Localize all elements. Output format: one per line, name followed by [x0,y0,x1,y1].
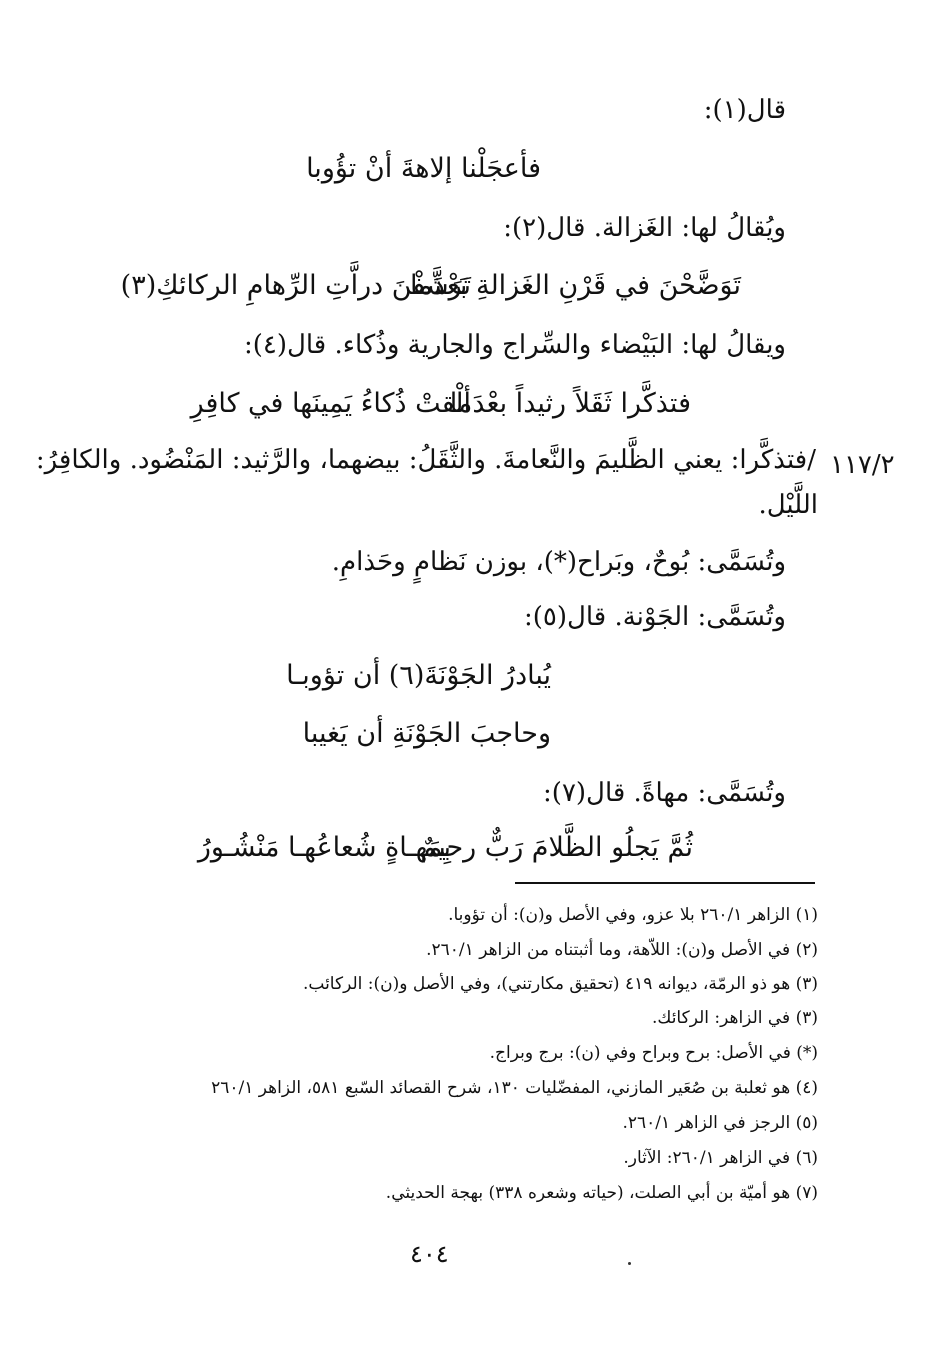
text-line: وتُسَمَّى: بُوحٌ، وبَراح(*)، بوزن نَظامٍ وحَذامِ. [331,547,786,577]
text-line: اللَّيْل. [758,490,818,520]
verse-hemistich-second: بِمَهـاةٍ شُعاعُهـا مَنْشُـورُ [197,832,451,863]
verse-line: وحاجبَ الجَوْنَةِ أن يَغيبا [302,718,551,749]
verse-hemistich-first: فتذكَّرا ثَقَلاً رثيداً بعْدَما [449,388,691,419]
text-line: وتُسَمَّى: الجَوْنة. قال(٥): [523,602,786,632]
verse-hemistich-first: تَوَضَّحْنَ في قَرْنِ الغَزالةِ بَعْدَما [409,270,741,301]
footnote: (٤) هو ثعلبة بن صُعَير المازني، المفضّليات ١٣٠، شرح القصائد السّبع ٥٨١، الزاهر ٢٦٠/١ [211,1078,818,1098]
verse-hemistich-first: ثُمَّ يَجلُو الظَّلامَ رَبٌّ رحيمٌ [420,832,693,863]
margin-reference: ١١٧/٢ [830,450,895,480]
stray-dot [628,1262,631,1265]
verse-line: يُبادرُ الجَوْنَةَ(٦) أن تؤوبـا [286,660,551,691]
footnote: (٦) في الزاهر ٢٦٠/١: الآثار. [623,1148,818,1168]
footnote-separator [515,882,815,884]
page-number: ٤٠٤ [410,1240,449,1268]
footnote: (٢) في الأصل و(ن): اللاّهة، وما أثبتناه من الزاهر ٢٦٠/١. [426,940,818,960]
text-line: /فتذكَّرا: يعني الظَّليمَ والنَّعامةَ. والثَّقَلُ: بيضهما، والرَّثيد: المَنْضُود. والكافِرُ: [35,445,816,475]
footnote: (٣) في الزاهر: الركائك. [651,1008,818,1028]
verse-hemistich-second: تَرَشَّفْنَ دراَّتِ الرِّهامِ الركائكِ(٣) [120,270,471,301]
verse-line: فأعجَلْنا إلاهةَ أنْ تؤُوبا [306,153,541,184]
footnote: (٣) هو ذو الرمّة، ديوانه ٤١٩ (تحقيق مكارتني)، وفي الأصل و(ن): الركائب. [302,974,818,994]
verse-hemistich-second: ألْقتْ ذُكاءُ يَمِينَها في كافِرِ [190,388,471,419]
footnote: (*) في الأصل: برح وبراح وفي (ن): برج وبراج. [489,1043,818,1063]
text-line: ويُقالُ لها: الغَزالة. قال(٢): [503,213,786,243]
footnote: (٧) هو أميّة بن أبي الصلت، (حياته وشعره ٣٣٨) بهجة الحديثي. [385,1183,818,1203]
text-line: قال(١): [703,95,786,125]
footnote: (٥) الرجز في الزاهر ٢٦٠/١. [622,1113,818,1133]
text-line: وتُسَمَّى: مهاةً. قال(٧): [543,778,786,808]
text-line: ويقالُ لها: البَيْضاء والسِّراج والجارية وذُكاء. قال(٤): [243,330,786,360]
footnote: (١) الزاهر ٢٦٠/١ بلا عزو، وفي الأصل و(ن): أن تؤوبا. [448,905,818,925]
